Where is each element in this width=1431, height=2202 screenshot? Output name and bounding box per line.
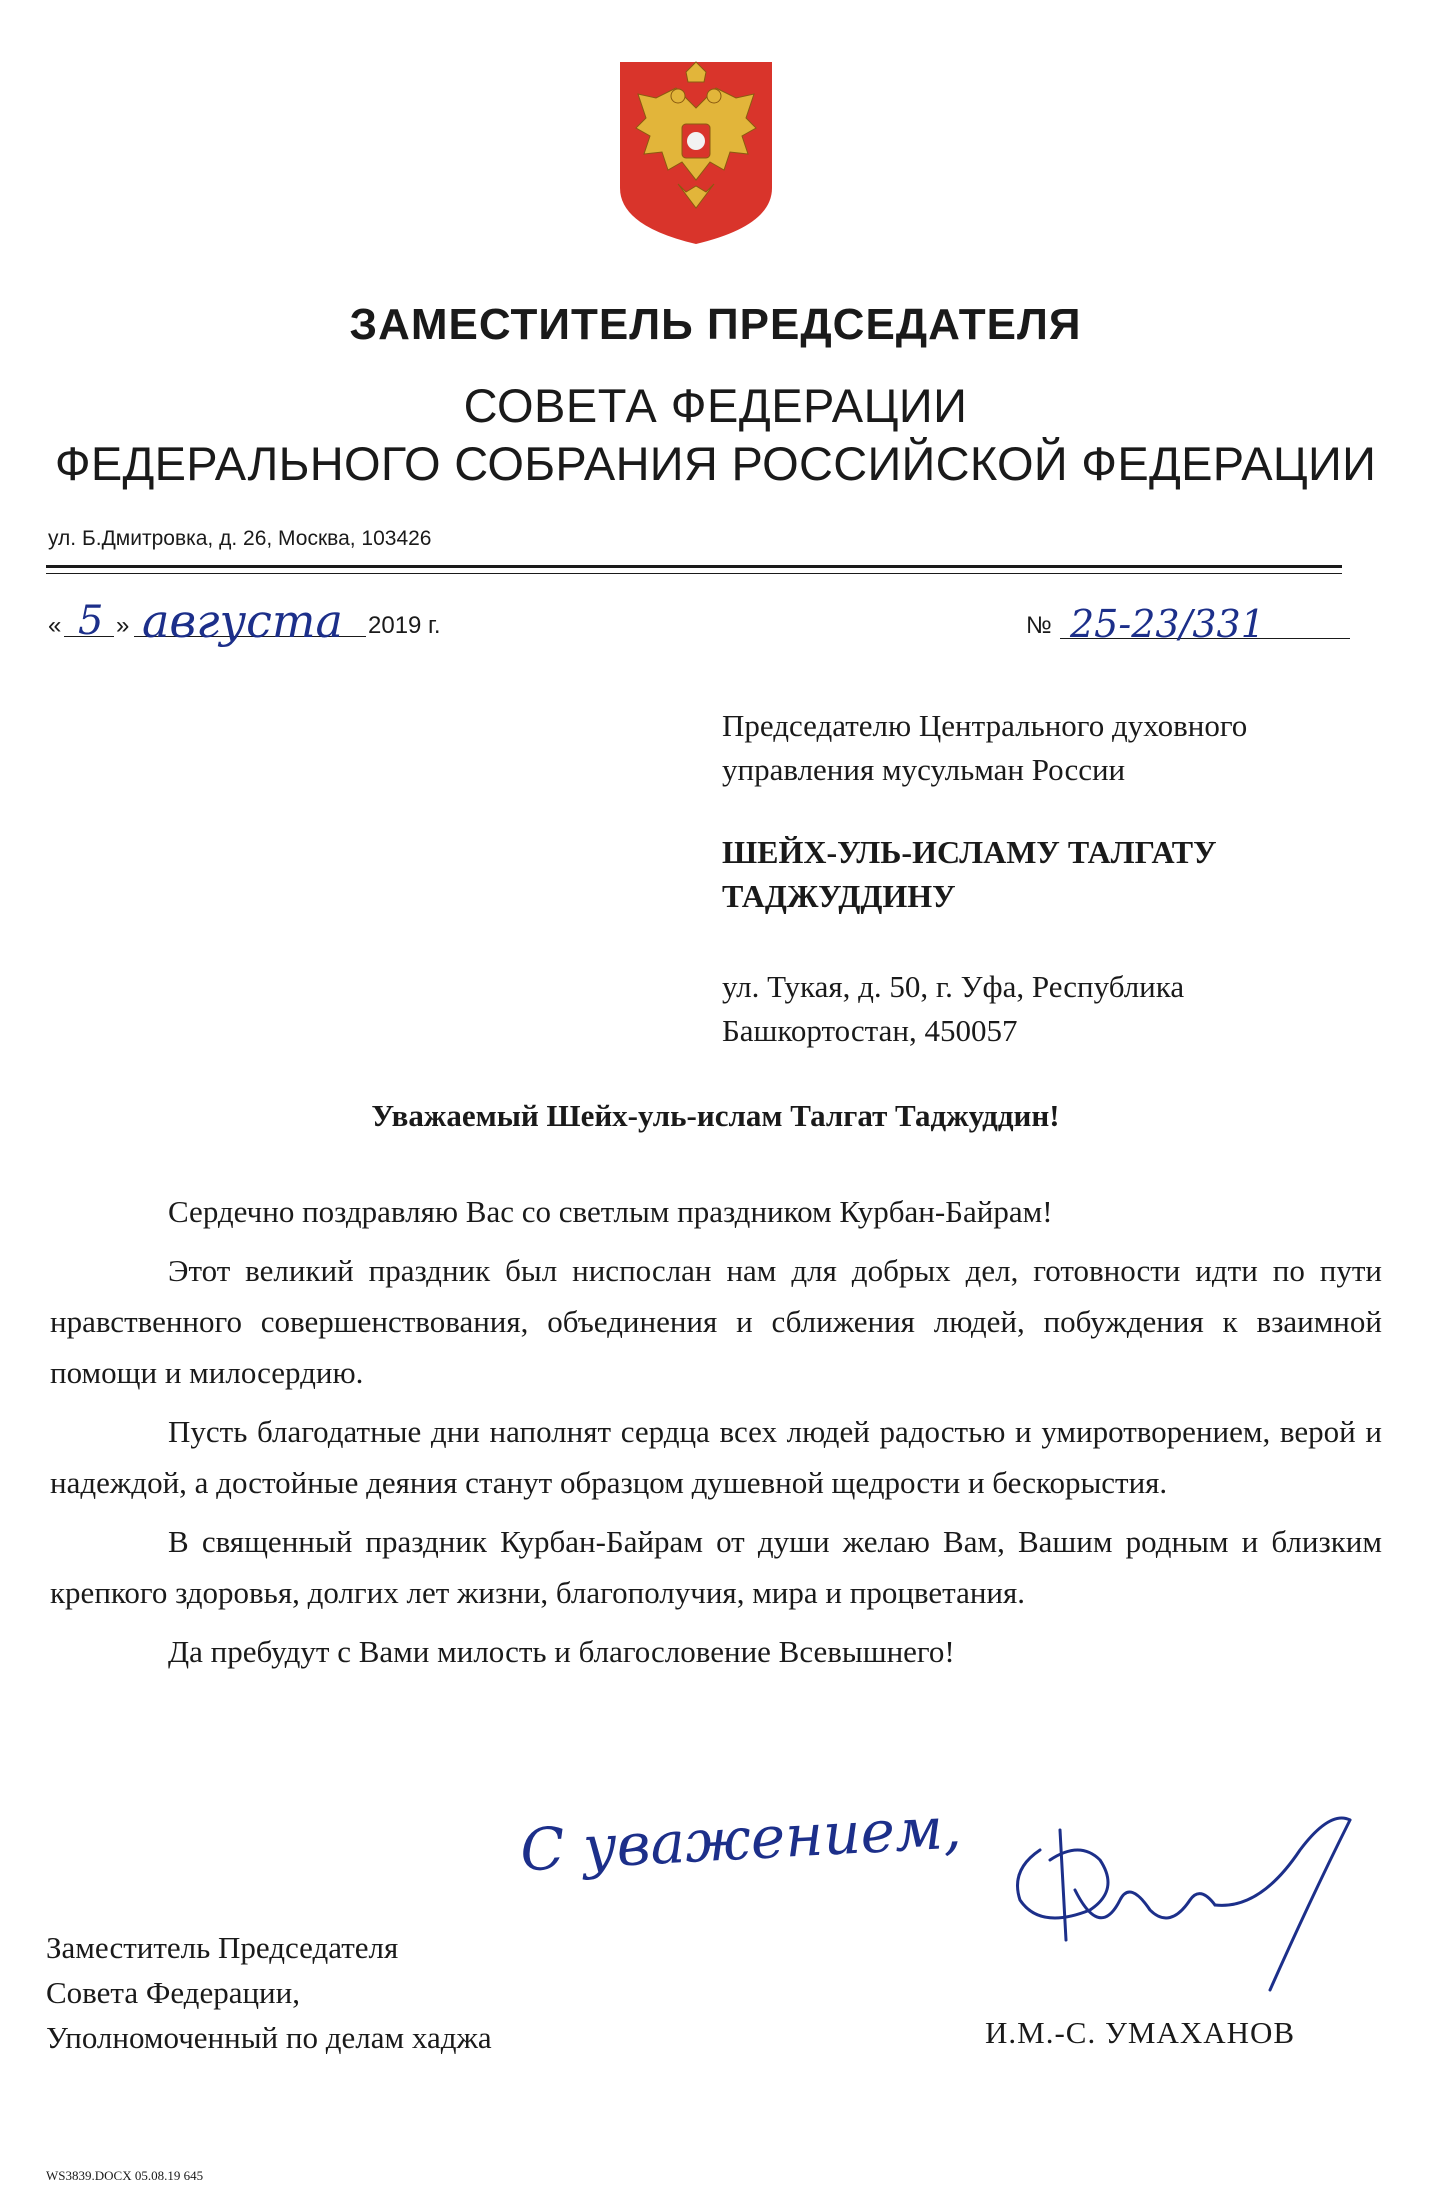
header-divider-thick <box>46 565 1342 568</box>
signer-name: И.М.-С. УМАХАНОВ <box>985 2015 1296 2050</box>
date-year: 2019 г. <box>368 612 441 639</box>
header-divider-thin <box>46 573 1342 574</box>
header-subtitle: СОВЕТА ФЕДЕРАЦИИ <box>463 379 968 432</box>
signer-title-line: Заместитель Председателя <box>46 1930 399 1965</box>
addressee-name <box>722 830 1217 918</box>
signer-title <box>46 1925 492 2060</box>
addressee-address-line: Башкортостан, 450057 <box>722 1013 1018 1048</box>
signer-title-line: Уполномоченный по делам хаджа <box>46 2020 492 2055</box>
body-paragraph: Сердечно поздравляю Вас со светлым праздником Курбан-Байрам! <box>168 1194 1053 1229</box>
date-open-quote: « <box>48 612 62 639</box>
date-month-handwritten: августа <box>142 594 343 648</box>
signature <box>1000 1790 1380 2010</box>
addressee-position-line: Председателю Центрального духовного <box>722 708 1248 743</box>
number-handwritten: 25-23/331 <box>1070 602 1265 646</box>
sender-address: ул. Б.Дмитровка, д. 26, Москва, 103426 <box>48 527 432 550</box>
coat-of-arms-emblem <box>616 58 776 248</box>
body-paragraph: Этот великий праздник был ниспослан нам для добрых дел, готовности идти по пути нравственного совершенствования, объединения и сближения людей, побуждения к взаимной помощи и милосердию. <box>50 1253 1382 1390</box>
addressee-address-line: ул. Тукая, д. 50, г. Уфа, Республика <box>722 969 1185 1004</box>
body-paragraph: В священный праздник Курбан-Байрам от души желаю Вам, Вашим родным и близким крепкого здоровья, долгих лет жизни, благополучия, мира и процветания. <box>50 1524 1382 1610</box>
date-close-quote: » <box>116 612 130 639</box>
handwritten-closing: С уважением, <box>518 1793 963 1885</box>
number-label: № <box>1026 612 1052 639</box>
header-title: ЗАМЕСТИТЕЛЬ ПРЕДСЕДАТЕЛЯ <box>349 300 1082 349</box>
addressee-position-line: управления мусульман России <box>722 752 1126 787</box>
addressee-name-line: ШЕЙХ-УЛЬ-ИСЛАМУ ТАЛГАТУ <box>722 834 1217 870</box>
letter-body <box>50 1186 1382 1685</box>
salutation: Уважаемый Шейх-уль-ислам Талгат Таджуддин! <box>371 1098 1060 1133</box>
header-organization: ФЕДЕРАЛЬНОГО СОБРАНИЯ РОССИЙСКОЙ ФЕДЕРАЦИИ <box>54 437 1377 490</box>
signer-title-line: Совета Федерации, <box>46 1975 300 2010</box>
letter-date <box>48 594 548 650</box>
date-day-handwritten: 5 <box>78 598 104 644</box>
addressee-address <box>722 965 1184 1053</box>
addressee-position <box>722 704 1247 792</box>
addressee-name-line: ТАДЖУДДИНУ <box>722 878 956 914</box>
letter-number <box>1026 600 1346 650</box>
document-footer-code: WS3839.DOCX 05.08.19 645 <box>46 2168 204 2183</box>
body-paragraph: Пусть благодатные дни наполнят сердца всех людей радостью и умиротворением, верой и надеждой, а достойные деяния станут образцом душевной щедрости и бескорыстия. <box>50 1414 1382 1500</box>
body-paragraph: Да пребудут с Вами милость и благословение Всевышнего! <box>168 1634 955 1669</box>
